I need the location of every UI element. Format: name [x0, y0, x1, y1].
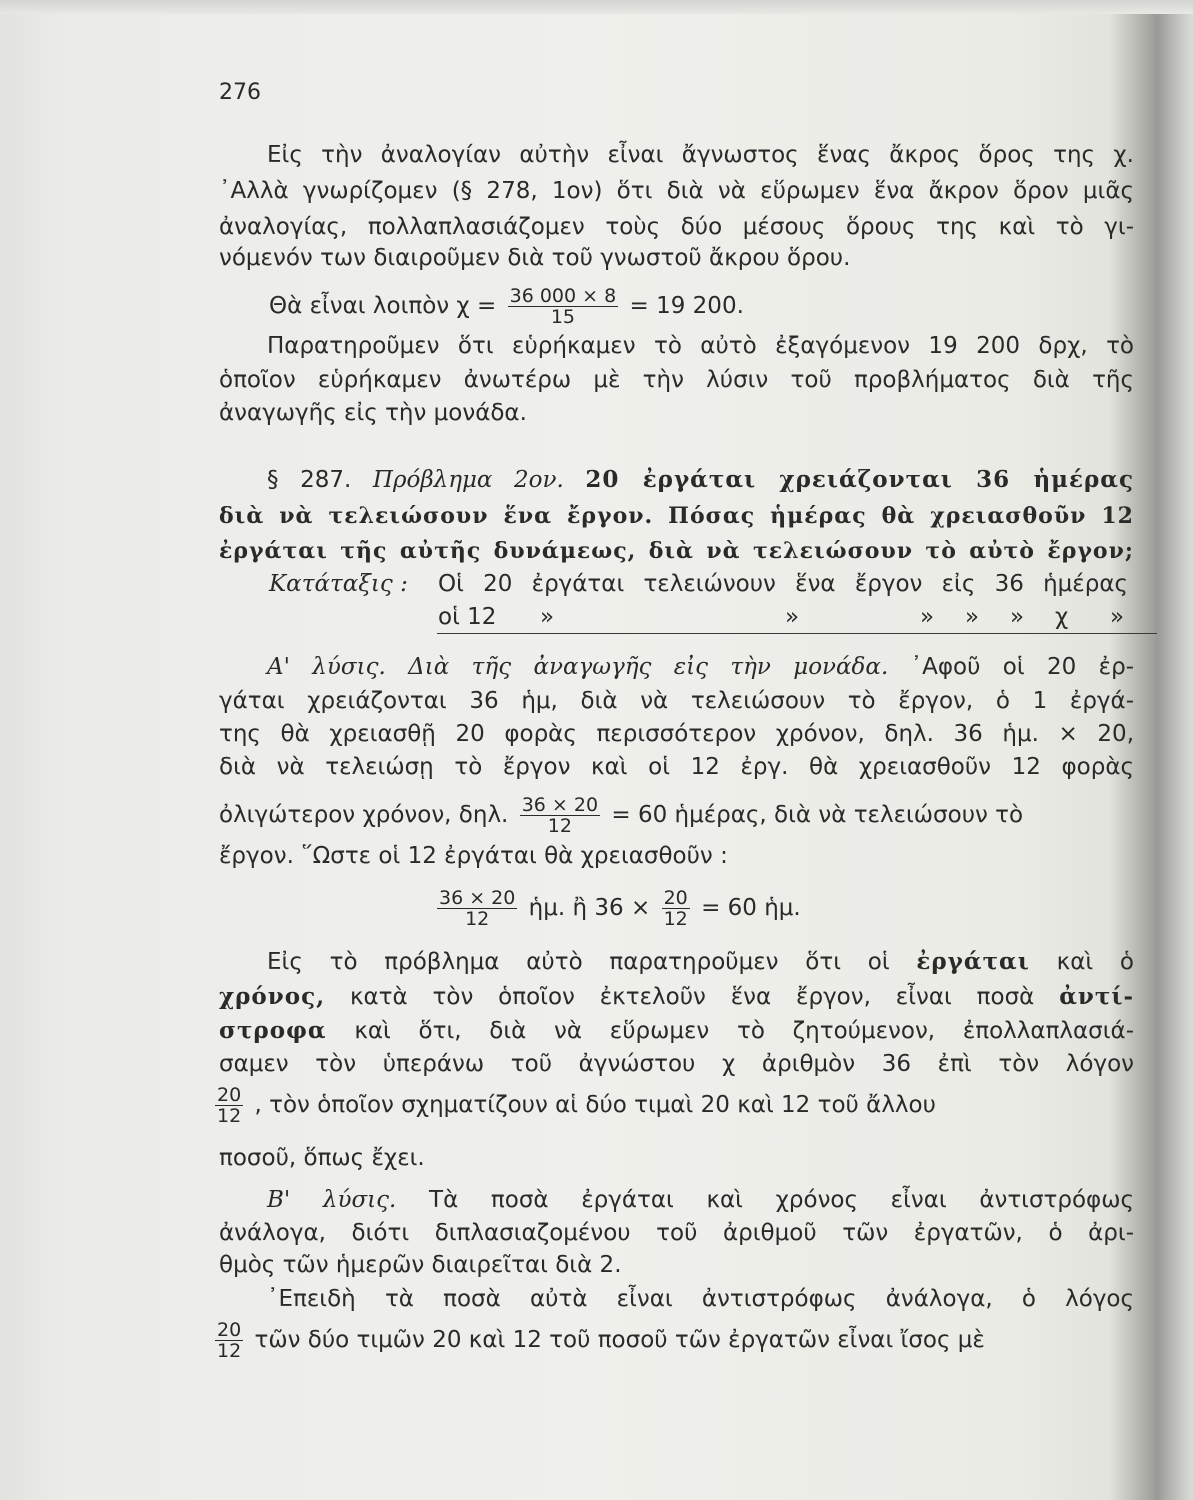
text-line: ποσοῦ, ὅπως ἔχει. — [219, 1145, 425, 1171]
katataxis-rule — [437, 633, 1157, 634]
unknown-x: χ — [1055, 604, 1069, 630]
fraction — [508, 286, 619, 327]
formula-x-result — [269, 286, 744, 327]
text-line: σαμεν τὸν ὑπεράνω τοῦ ἀγνώστου χ ἀριθμὸν 36 ἐπὶ τὸν λόγον — [219, 1051, 1134, 1077]
fraction-denominator: 12 — [217, 1340, 242, 1362]
formula-result: = 19 200. — [629, 293, 744, 319]
text-run: καὶ ὁ — [1056, 949, 1134, 975]
text-line: ἀναγωγῆς εἰς τὴν μονάδα. — [219, 400, 527, 426]
text-line: ὁποῖον εὑρήκαμεν ἀνωτέρω μὲ τὴν λύσιν τοῦ προβλήματος διὰ τῆς — [219, 367, 1134, 393]
problem-text: ἐργάται τῆς αὐτῆς δυνάμεως, διὰ νὰ τελειώσουν τὸ αὐτὸ ἔργον; — [219, 538, 1134, 564]
text-run: Εἰς τὸ πρόβλημα αὐτὸ παρατηροῦμεν ὅτι οἱ — [267, 949, 890, 975]
formula-sixty-days — [433, 888, 801, 929]
problem-text: διὰ νὰ τελειώσουν ἕνα ἔργον. Πόσας ἡμέρας θὰ χρειασθοῦν 12 — [219, 503, 1134, 529]
fraction-denominator: 15 — [550, 306, 575, 328]
text-line: ἔργον. ῞Ωστε οἱ 12 ἐργάται θὰ χρειασθοῦν : — [219, 843, 728, 869]
fraction — [215, 1085, 243, 1126]
text-line: ἀναλογίας, πολλαπλασιάζομεν τοὺς δύο μέσους ὅρους της καὶ τὸ γι- — [219, 214, 1134, 240]
fraction — [437, 888, 517, 929]
katataxis-row-1: Οἱ 20 ἐργάται τελειώνουν ἕνα ἔργον εἰς 36 ἡμέρας — [438, 571, 1128, 597]
text-line: νόμενόν των διαιροῦμεν διὰ τοῦ γνωστοῦ ἄκρου ὅρου. — [219, 245, 851, 271]
emphasis: ἐργάται — [916, 948, 1030, 975]
fraction — [215, 1320, 243, 1361]
fraction-numerator: 20 — [217, 1084, 242, 1106]
text-run: κατὰ τὸν ὁποῖον ἐκτελοῦν ἕνα ἔργον, εἶναι ποσὰ — [349, 984, 1035, 1010]
emphasis: χρόνος, — [219, 983, 326, 1010]
text-run: καὶ ὅτι, διὰ νὰ εὕρωμεν τὸ ζητούμενον, ἐπολλαπλασιά- — [354, 1018, 1134, 1044]
problem-heading — [219, 465, 1134, 495]
text-run: = 60 ἡμέρας, διὰ νὰ τελειώσουν τὸ — [611, 802, 1024, 828]
fraction-line — [219, 795, 1023, 836]
text-line: Εἰς τὴν ἀναλογίαν αὐτὴν εἶναι ἄγνωστος ἕνας ἄκρος ὅρος της χ. — [267, 142, 1134, 168]
text-line — [219, 947, 1134, 977]
fraction-denominator: 12 — [217, 1105, 242, 1127]
ditto-mark: » — [540, 604, 555, 630]
text-run: , τὸν ὁποῖον σχηματίζουν αἱ δύο τιμαὶ 20 καὶ 12 τοῦ ἄλλου — [254, 1092, 936, 1118]
text-line: θμὸς τῶν ἡμερῶν διαιρεῖται διὰ 2. — [219, 1252, 622, 1278]
fraction — [520, 795, 600, 836]
katataxis-label: Κατάταξις : — [269, 571, 408, 597]
problem-label: Πρόβλημα 2ον. — [372, 467, 564, 493]
text-run: Τὰ ποσὰ ἐργάται καὶ χρόνος εἶναι ἀντιστρόφως — [429, 1187, 1134, 1213]
text-line — [219, 1016, 1134, 1046]
text-run: ᾿Αφοῦ οἱ 20 ἐρ- — [910, 654, 1134, 680]
katataxis-row-2-start: οἱ 12 — [438, 604, 497, 630]
fraction — [662, 888, 690, 929]
emphasis: ἀντί- — [1059, 983, 1134, 1010]
fraction-numerator: 36 × 20 — [439, 887, 516, 909]
fraction-denominator: 12 — [547, 815, 572, 837]
text-line: γάται χρειάζονται 36 ἡμ, διὰ νὰ τελειώσουν τὸ ἔργον, ὁ 1 ἐργά- — [219, 688, 1134, 714]
problem-text: 20 ἐργάται χρειάζονται 36 ἡμέρας — [585, 466, 1134, 493]
text-line: Παρατηροῦμεν ὅτι εὑρήκαμεν τὸ αὐτὸ ἐξαγόμενον 19 200 δρχ, τὸ — [267, 333, 1134, 359]
text-run: ὀλιγώτερον χρόνον, δηλ. — [219, 802, 509, 828]
text-line — [219, 982, 1134, 1012]
emphasis: στροφα — [219, 1017, 327, 1044]
fraction-line — [215, 1085, 936, 1126]
ditto-mark: » — [1110, 604, 1125, 630]
fraction-numerator: 20 — [663, 887, 688, 909]
fraction-numerator: 36 000 × 8 — [509, 285, 617, 307]
ditto-mark: » — [965, 604, 980, 630]
text-line: ᾿Αλλὰ γνωρίζομεν (§ 278, 1ον) ὅτι διὰ νὰ εὕρωμεν ἕνα ἄκρον ὅρον μιᾶς — [219, 178, 1134, 204]
solution-b-label: Β' λύσις. — [267, 1187, 397, 1213]
text-line: ἀνάλογα, διότι διπλασιαζομένου τοῦ ἀριθμοῦ τῶν ἐργατῶν, ὁ ἀρι- — [219, 1220, 1134, 1246]
page-number: 276 — [219, 80, 261, 105]
text-line: διὰ νὰ τελειώσῃ τὸ ἔργον καὶ οἱ 12 ἐργ. θὰ χρειασθοῦν 12 φορὰς — [219, 754, 1134, 780]
ditto-mark: » — [785, 604, 800, 630]
text-run: τῶν δύο τιμῶν 20 καὶ 12 τοῦ ποσοῦ τῶν ἐργατῶν εἶναι ἴσος μὲ — [254, 1327, 985, 1353]
ditto-mark: » — [1010, 604, 1025, 630]
section-number: § 287. — [267, 467, 352, 493]
formula-prefix: Θὰ εἶναι λοιπὸν χ = — [269, 293, 497, 319]
fraction-denominator: 12 — [663, 908, 688, 930]
text-line: ᾿Επειδὴ τὰ ποσὰ αὐτὰ εἶναι ἀντιστρόφως ἀνάλογα, ὁ λόγος — [267, 1286, 1134, 1312]
fraction-denominator: 12 — [465, 908, 490, 930]
fraction-numerator: 36 × 20 — [521, 794, 599, 816]
text-line: της θὰ χρειασθῇ 20 φορὰς περισσότερον χρόνον, δηλ. 36 ἡμ. × 20, — [219, 721, 1134, 747]
ditto-mark: » — [920, 604, 935, 630]
solution-a-label: Α' λύσις. Διὰ τῆς ἀναγωγῆς εἰς τὴν μονάδα. — [267, 654, 889, 680]
text-line — [219, 1185, 1134, 1215]
solution-a-first-line — [219, 652, 1134, 682]
text-run: ἡμ. ἢ 36 × — [528, 895, 651, 921]
text-run: = 60 ἡμ. — [701, 895, 801, 921]
fraction-numerator: 20 — [217, 1319, 242, 1341]
fraction-line — [215, 1320, 985, 1361]
